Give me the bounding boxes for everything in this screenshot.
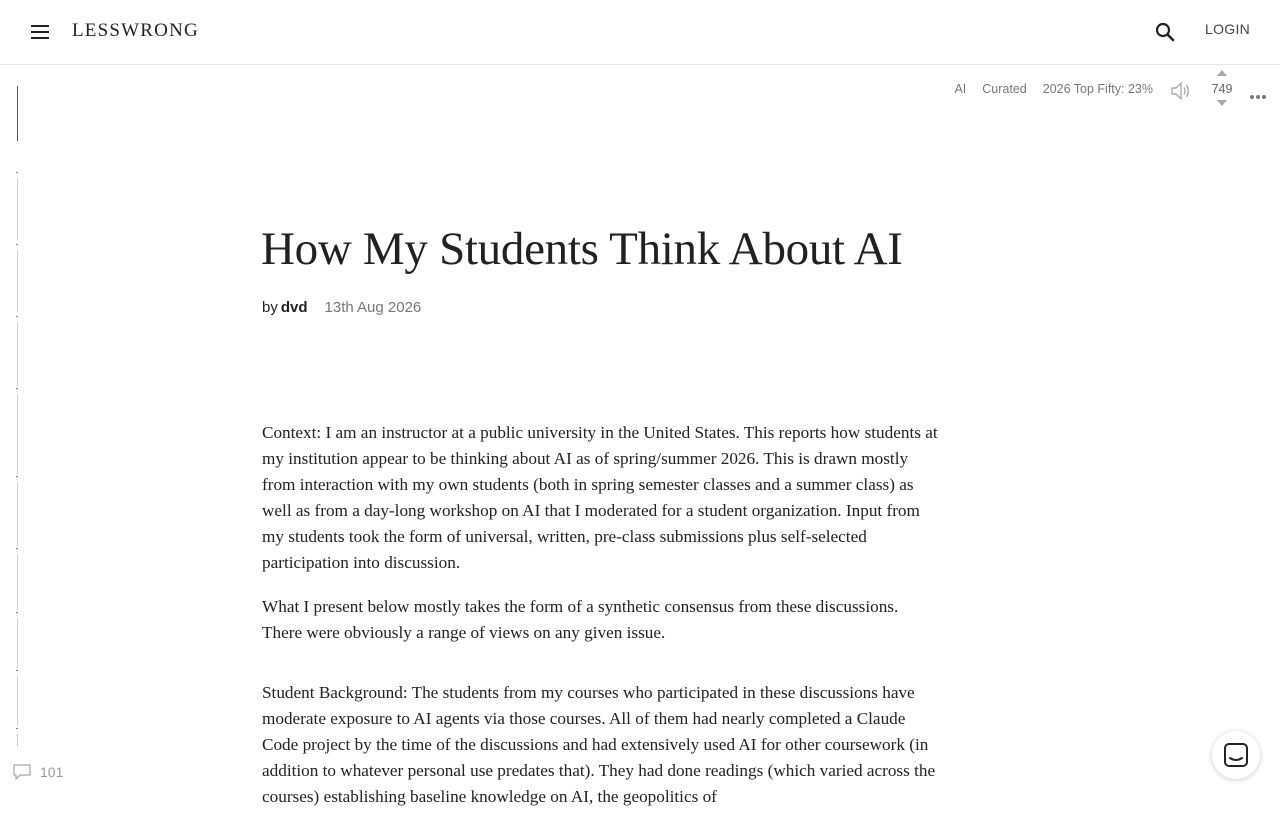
post-body <box>262 420 942 828</box>
post-paragraph: Context: I am an instructor at a public university in the United States. This reports how students at my institution appear to be thinking about AI as of spring/summer 2026. This is drawn mostly from interaction with my own students (both in spring semester classes and a summer class) as well as from a day-long workshop on AI that I moderated for a student organization. Input from my students took the form of universal, written, pre-class submissions plus self-selected participation into discussion. <box>262 423 938 572</box>
chat-widget-icon[interactable] <box>1212 731 1260 779</box>
by-label: by <box>262 299 278 316</box>
speaker-icon[interactable] <box>1169 80 1193 102</box>
login-button[interactable]: LOGIN <box>1205 21 1251 37</box>
post-date: 13th Aug 2026 <box>324 299 422 316</box>
post-paragraph: Student Background: The students from my courses who participated in these discussions have moderate exposure to AI agents via those courses. All of them had nearly completed a Claude Code project by the time of the discussions and had extensively used AI for other coursework (in addition to whatever personal use predates that). They had done readings (which varied across the courses) establishing baseline knowledge on AI, the geopolitics of <box>262 683 936 806</box>
post-byline <box>262 299 421 316</box>
toc-progress-rail[interactable] <box>17 86 20 746</box>
post-paragraph: What I present below mostly takes the form of a synthetic consensus from these discussions. There were obviously a range of views on any given issue. <box>262 597 899 642</box>
hamburger-menu-icon[interactable] <box>28 20 52 44</box>
post-tags <box>954 82 1153 96</box>
tag-curated[interactable]: Curated <box>982 82 1027 96</box>
more-horizontal-icon[interactable] <box>1250 86 1270 96</box>
comment-count: 101 <box>40 764 64 780</box>
upvote-icon[interactable] <box>1217 70 1227 76</box>
tag-ai[interactable]: AI <box>954 82 967 96</box>
search-icon[interactable] <box>1153 20 1177 44</box>
site-header <box>0 0 1280 65</box>
post-title: How My Students Think About AI <box>261 223 903 275</box>
comment-bubble-icon <box>12 763 32 781</box>
site-logo[interactable]: LESSWRONG <box>72 20 199 41</box>
downvote-icon[interactable] <box>1217 100 1227 106</box>
karma-vote <box>1206 70 1238 106</box>
karma-score: 749 <box>1211 82 1233 96</box>
comments-link[interactable] <box>12 763 63 781</box>
tag-top-fifty[interactable]: 2026 Top Fifty: 23% <box>1042 82 1153 96</box>
author-link[interactable]: dvd <box>280 299 308 316</box>
